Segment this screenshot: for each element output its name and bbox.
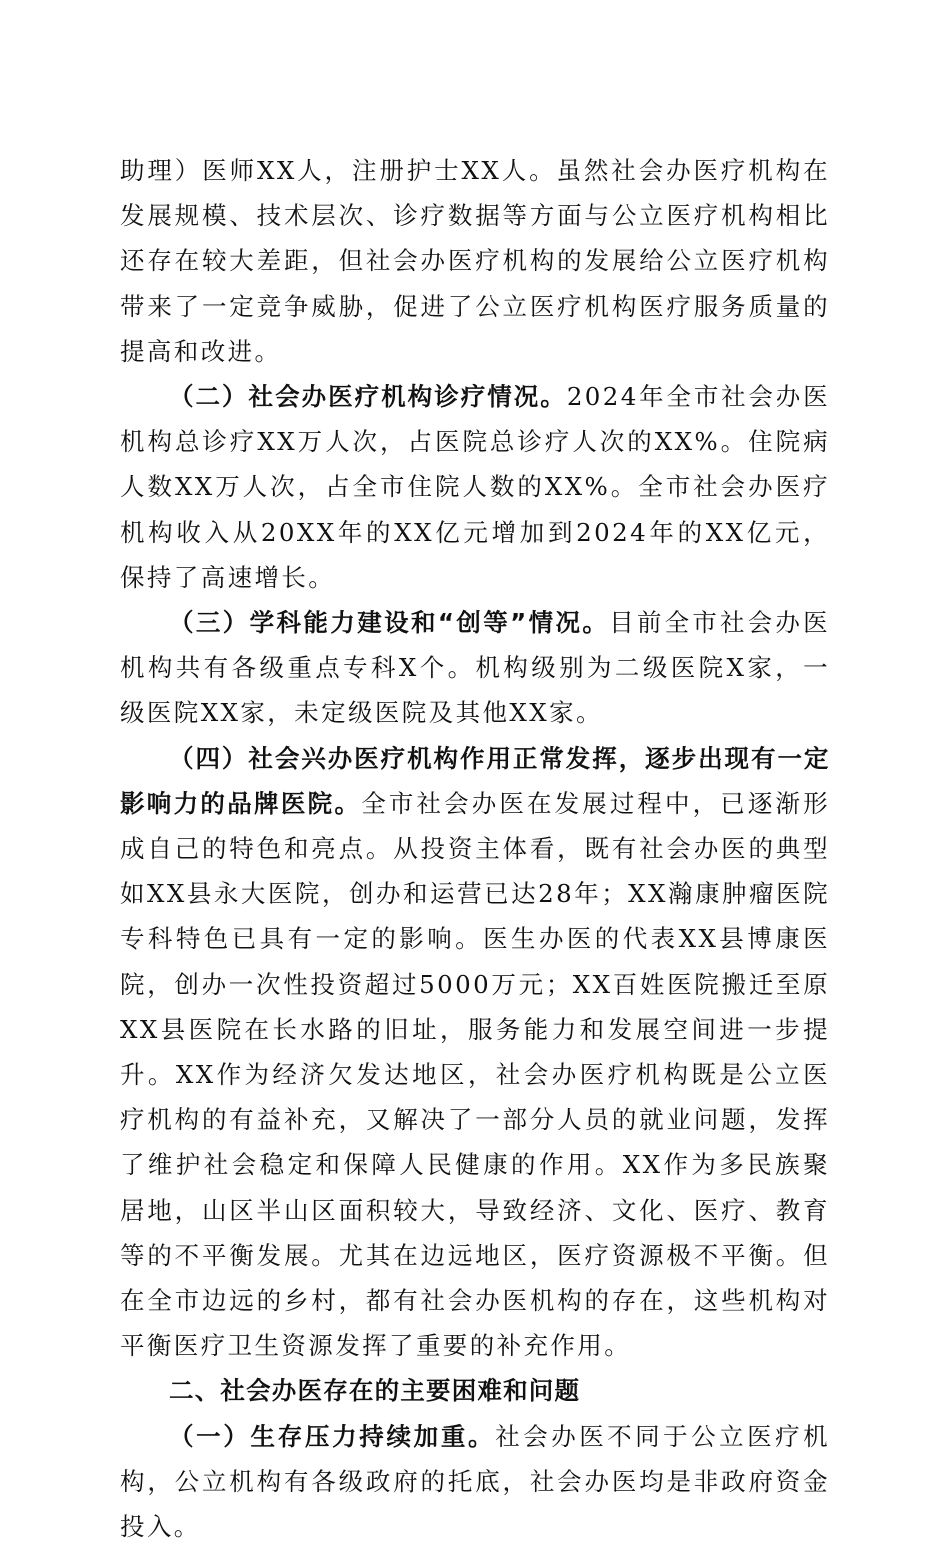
paragraph-lead: （一）生存压力持续加重。	[169, 1421, 496, 1451]
paragraph-text: 社会办医不同于公立医疗机构，公立机构有各级政府的托底，社会办医均是非政府资金投入。	[120, 1421, 830, 1542]
paragraph-lead: （四）社会兴办医疗机构作用正常发挥，逐步出现有一定影响力的品牌医院。	[120, 743, 830, 818]
paragraph-lead: （三）学科能力建设和“创等”情况。	[169, 608, 610, 638]
paragraph-lead: （二）社会办医疗机构诊疗情况。	[169, 382, 567, 412]
paragraph-section-1-2	[120, 374, 830, 600]
paragraph-text: 目前全市社会办医机构共有各级重点专科X个。机构级别为二级医院X家，一级医院XX家，未定级医院及其他XX家。	[120, 608, 831, 728]
section-heading-2: 二、社会办医存在的主要困难和问题	[169, 1376, 581, 1406]
paragraph-continuation	[120, 148, 830, 374]
paragraph-section-1-4	[120, 736, 830, 1369]
paragraph-text: 全市社会办医在发展过程中，已逐渐形成自己的特色和亮点。从投资主体看，既有社会办医的典型如XX县永大医院，创办和运营已达28年；XX瀚康肿瘤医院专科特色已具有一定的影响。医生办医的代表XX县博康医院，创办一次性投资超过5000万元；XX百姓医院搬迁至原XX县医院在长水路的旧址，服务能力和发展空间进一步提升。XX作为经济欠发达地区，社会办医疗机构既是公立医疗机构的有益补充，又解决了一部分人员的就业问题，发挥了维护社会稳定和保障人民健康的作用。XX作为多民族聚居地，山区半山区面积较大，导致经济、文化、医疗、教育等的不平衡发展。尤其在边远地区，医疗资源极不平衡。但在全市边远的乡村，都有社会办医机构的存在，这些机构对平衡医疗卫生资源发挥了重要的补充作用。	[120, 788, 830, 1361]
paragraph-text: 2024年全市社会办医机构总诊疗XX万人次，占医院总诊疗人次的XX%。住院病人数XX万人次，占全市住院人数的XX%。全市社会办医疗机构收入从20XX年的XX亿元增加到2024年的XX亿元，保持了高速增长。	[120, 382, 831, 592]
document-body	[120, 148, 830, 1549]
paragraph-section-2-1	[120, 1414, 830, 1549]
paragraph-text: 助理）医师XX人，注册护士XX人。虽然社会办医疗机构在发展规模、技术层次、诊疗数据等方面与公立医疗机构相比还存在较大差距，但社会办医疗机构的发展给公立医疗机构带来了一定竞争威胁，促进了公立医疗机构医疗服务质量的提高和改进。	[120, 156, 830, 366]
paragraph-section-1-3	[120, 600, 830, 736]
